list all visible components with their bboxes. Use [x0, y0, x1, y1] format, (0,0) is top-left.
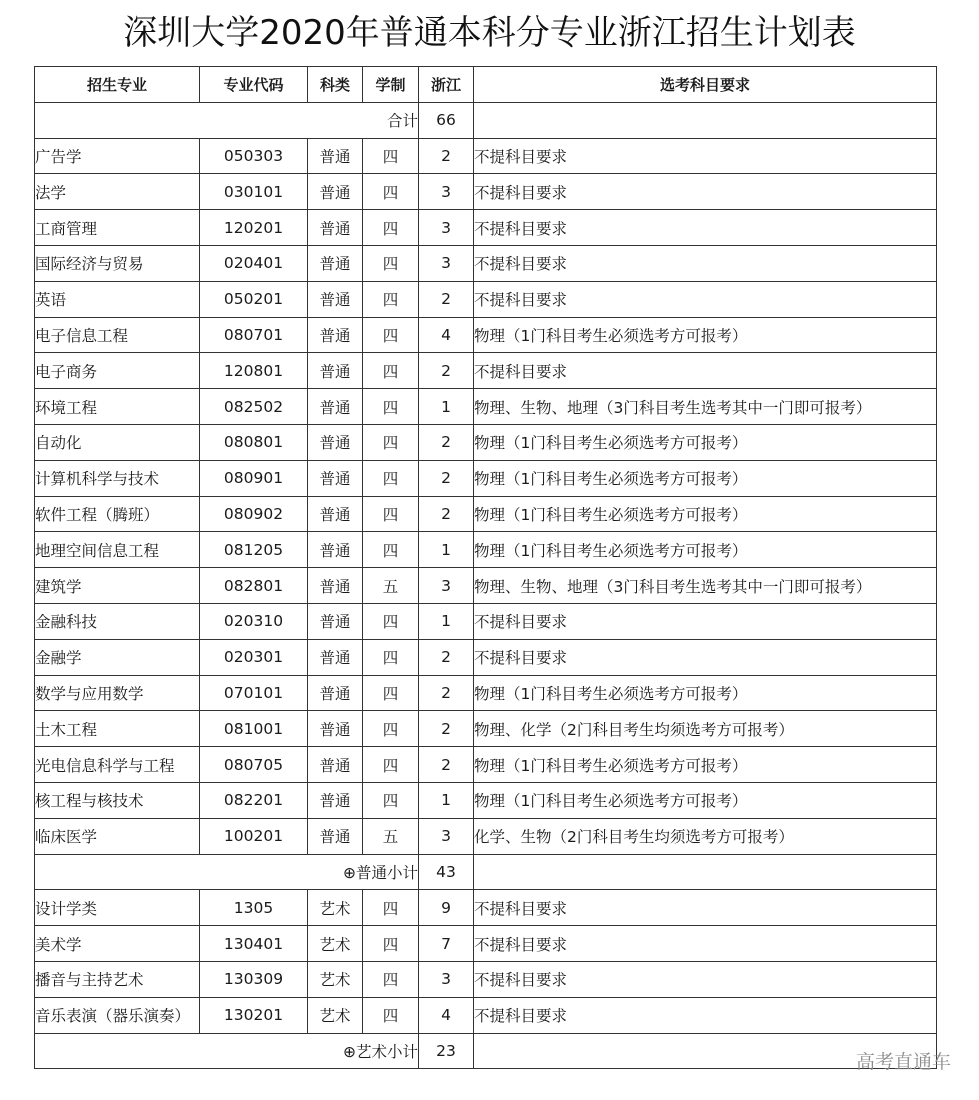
total-value: 66 [419, 102, 474, 138]
table-row [35, 675, 937, 711]
zhejiang-count: 1 [419, 603, 474, 639]
major-code: 050201 [200, 281, 308, 317]
major-code: 1305 [200, 890, 308, 926]
subject-requirement: 不提科目要求 [474, 997, 937, 1033]
zhejiang-count: 7 [419, 926, 474, 962]
major-code: 130309 [200, 961, 308, 997]
zhejiang-count: 3 [419, 245, 474, 281]
category: 普通 [308, 424, 363, 460]
major-code: 080801 [200, 424, 308, 460]
table-row [35, 389, 937, 425]
zhejiang-count: 4 [419, 997, 474, 1033]
category: 普通 [308, 603, 363, 639]
subject-requirement: 不提科目要求 [474, 603, 937, 639]
total-label: 合计 [35, 102, 419, 138]
major-name: 建筑学 [35, 568, 200, 604]
category: 普通 [308, 210, 363, 246]
category: 艺术 [308, 890, 363, 926]
table-row [35, 747, 937, 783]
study-years: 四 [363, 782, 419, 818]
subject-requirement: 物理（1门科目考生必须选考方可报考） [474, 496, 937, 532]
subject-requirement: 不提科目要求 [474, 245, 937, 281]
category: 普通 [308, 568, 363, 604]
major-name: 播音与主持艺术 [35, 961, 200, 997]
study-years: 四 [363, 496, 419, 532]
major-name: 自动化 [35, 424, 200, 460]
major-name: 电子商务 [35, 353, 200, 389]
table-row [35, 460, 937, 496]
major-name: 地理空间信息工程 [35, 532, 200, 568]
table-row [35, 818, 937, 854]
zhejiang-count: 2 [419, 711, 474, 747]
subject-requirement: 化学、生物（2门科目考生均须选考方可报考） [474, 818, 937, 854]
major-code: 100201 [200, 818, 308, 854]
major-code: 020301 [200, 639, 308, 675]
subject-requirement: 不提科目要求 [474, 353, 937, 389]
major-name: 工商管理 [35, 210, 200, 246]
enrollment-plan-table [34, 66, 937, 1069]
table-row [35, 245, 937, 281]
table-row [35, 210, 937, 246]
study-years: 四 [363, 210, 419, 246]
category: 普通 [308, 245, 363, 281]
header-major: 招生专业 [35, 67, 200, 103]
subject-requirement: 物理（1门科目考生必须选考方可报考） [474, 532, 937, 568]
major-code: 081205 [200, 532, 308, 568]
total-row [35, 102, 937, 138]
category: 普通 [308, 818, 363, 854]
study-years: 四 [363, 926, 419, 962]
study-years: 四 [363, 424, 419, 460]
major-code: 130201 [200, 997, 308, 1033]
major-name: 金融学 [35, 639, 200, 675]
zhejiang-count: 3 [419, 174, 474, 210]
table-row [35, 496, 937, 532]
major-name: 数学与应用数学 [35, 675, 200, 711]
category: 艺术 [308, 961, 363, 997]
study-years: 四 [363, 997, 419, 1033]
zhejiang-count: 2 [419, 639, 474, 675]
major-code: 120201 [200, 210, 308, 246]
subtotal-requirement-empty [474, 854, 937, 890]
page-title: 深圳大学2020年普通本科分专业浙江招生计划表 [123, 13, 856, 53]
category: 普通 [308, 174, 363, 210]
zhejiang-count: 3 [419, 818, 474, 854]
subject-requirement: 物理、生物、地理（3门科目考生选考其中一门即可报考） [474, 568, 937, 604]
major-code: 082502 [200, 389, 308, 425]
table-row [35, 174, 937, 210]
zhejiang-count: 1 [419, 389, 474, 425]
major-name: 核工程与核技术 [35, 782, 200, 818]
category: 普通 [308, 496, 363, 532]
subject-requirement: 不提科目要求 [474, 174, 937, 210]
category: 普通 [308, 747, 363, 783]
major-code: 080701 [200, 317, 308, 353]
major-code: 130401 [200, 926, 308, 962]
major-code: 030101 [200, 174, 308, 210]
major-code: 120801 [200, 353, 308, 389]
study-years: 四 [363, 532, 419, 568]
study-years: 四 [363, 281, 419, 317]
zhejiang-count: 2 [419, 460, 474, 496]
study-years: 四 [363, 245, 419, 281]
category: 艺术 [308, 926, 363, 962]
major-name: 环境工程 [35, 389, 200, 425]
zhejiang-count: 9 [419, 890, 474, 926]
zhejiang-count: 2 [419, 424, 474, 460]
table-row [35, 317, 937, 353]
study-years: 四 [363, 389, 419, 425]
header-requirement: 选考科目要求 [474, 67, 937, 103]
study-years: 四 [363, 747, 419, 783]
major-code: 080902 [200, 496, 308, 532]
category: 普通 [308, 460, 363, 496]
category: 普通 [308, 711, 363, 747]
subject-requirement: 不提科目要求 [474, 281, 937, 317]
major-code: 070101 [200, 675, 308, 711]
major-name: 设计学类 [35, 890, 200, 926]
table-row [35, 961, 937, 997]
subject-requirement: 不提科目要求 [474, 961, 937, 997]
subtotal-value: 43 [419, 854, 474, 890]
major-name: 法学 [35, 174, 200, 210]
major-name: 土木工程 [35, 711, 200, 747]
category: 普通 [308, 281, 363, 317]
category: 普通 [308, 317, 363, 353]
study-years: 五 [363, 818, 419, 854]
category: 普通 [308, 782, 363, 818]
category: 普通 [308, 675, 363, 711]
category: 艺术 [308, 997, 363, 1033]
table-row [35, 353, 937, 389]
category: 普通 [308, 532, 363, 568]
major-code: 082801 [200, 568, 308, 604]
table-row [35, 997, 937, 1033]
zhejiang-count: 2 [419, 496, 474, 532]
major-name: 国际经济与贸易 [35, 245, 200, 281]
major-name: 计算机科学与技术 [35, 460, 200, 496]
subject-requirement: 不提科目要求 [474, 639, 937, 675]
art-subtotal-row [35, 1033, 937, 1069]
zhejiang-count: 1 [419, 782, 474, 818]
table-row [35, 711, 937, 747]
study-years: 四 [363, 711, 419, 747]
study-years: 五 [363, 568, 419, 604]
major-code: 020310 [200, 603, 308, 639]
table-row [35, 568, 937, 604]
study-years: 四 [363, 460, 419, 496]
header-years: 学制 [363, 67, 419, 103]
major-name: 金融科技 [35, 603, 200, 639]
table-row [35, 782, 937, 818]
zhejiang-count: 2 [419, 675, 474, 711]
subject-requirement: 物理、化学（2门科目考生均须选考方可报考） [474, 711, 937, 747]
subject-requirement: 物理、生物、地理（3门科目考生选考其中一门即可报考） [474, 389, 937, 425]
study-years: 四 [363, 317, 419, 353]
major-code: 081001 [200, 711, 308, 747]
zhejiang-count: 3 [419, 210, 474, 246]
table-row [35, 424, 937, 460]
subject-requirement: 物理（1门科目考生必须选考方可报考） [474, 675, 937, 711]
major-code: 080901 [200, 460, 308, 496]
study-years: 四 [363, 890, 419, 926]
subtotal-value: 23 [419, 1033, 474, 1069]
major-name: 软件工程（腾班） [35, 496, 200, 532]
category: 普通 [308, 389, 363, 425]
subject-requirement: 物理（1门科目考生必须选考方可报考） [474, 317, 937, 353]
watermark: 高考直通车 [855, 1051, 951, 1073]
header-province: 浙江 [419, 67, 474, 103]
study-years: 四 [363, 675, 419, 711]
category: 普通 [308, 138, 363, 174]
header-code: 专业代码 [200, 67, 308, 103]
zhejiang-count: 2 [419, 747, 474, 783]
study-years: 四 [363, 603, 419, 639]
major-name: 音乐表演（器乐演奏） [35, 997, 200, 1033]
zhejiang-count: 1 [419, 532, 474, 568]
study-years: 四 [363, 138, 419, 174]
category: 普通 [308, 353, 363, 389]
major-name: 美术学 [35, 926, 200, 962]
study-years: 四 [363, 174, 419, 210]
study-years: 四 [363, 639, 419, 675]
major-name: 广告学 [35, 138, 200, 174]
subject-requirement: 不提科目要求 [474, 890, 937, 926]
zhejiang-count: 2 [419, 281, 474, 317]
header-category: 科类 [308, 67, 363, 103]
major-name: 光电信息科学与工程 [35, 747, 200, 783]
subject-requirement: 物理（1门科目考生必须选考方可报考） [474, 460, 937, 496]
subject-requirement: 不提科目要求 [474, 138, 937, 174]
zhejiang-count: 2 [419, 353, 474, 389]
general-subtotal-row [35, 854, 937, 890]
total-requirement-empty [474, 102, 937, 138]
zhejiang-count: 4 [419, 317, 474, 353]
table-row [35, 138, 937, 174]
table-row [35, 926, 937, 962]
subject-requirement: 物理（1门科目考生必须选考方可报考） [474, 782, 937, 818]
study-years: 四 [363, 353, 419, 389]
major-name: 英语 [35, 281, 200, 317]
table-row [35, 603, 937, 639]
zhejiang-count: 3 [419, 568, 474, 604]
zhejiang-count: 2 [419, 138, 474, 174]
header-row [35, 67, 937, 103]
subject-requirement: 物理（1门科目考生必须选考方可报考） [474, 424, 937, 460]
table-row [35, 639, 937, 675]
table-row [35, 890, 937, 926]
major-code: 080705 [200, 747, 308, 783]
subtotal-label: ⊕普通小计 [35, 854, 419, 890]
subject-requirement: 物理（1门科目考生必须选考方可报考） [474, 747, 937, 783]
zhejiang-count: 3 [419, 961, 474, 997]
major-name: 电子信息工程 [35, 317, 200, 353]
subtotal-label: ⊕艺术小计 [35, 1033, 419, 1069]
study-years: 四 [363, 961, 419, 997]
subject-requirement: 不提科目要求 [474, 210, 937, 246]
major-name: 临床医学 [35, 818, 200, 854]
major-code: 020401 [200, 245, 308, 281]
major-code: 082201 [200, 782, 308, 818]
table-row [35, 532, 937, 568]
subject-requirement: 不提科目要求 [474, 926, 937, 962]
table-row [35, 281, 937, 317]
major-code: 050303 [200, 138, 308, 174]
category: 普通 [308, 639, 363, 675]
